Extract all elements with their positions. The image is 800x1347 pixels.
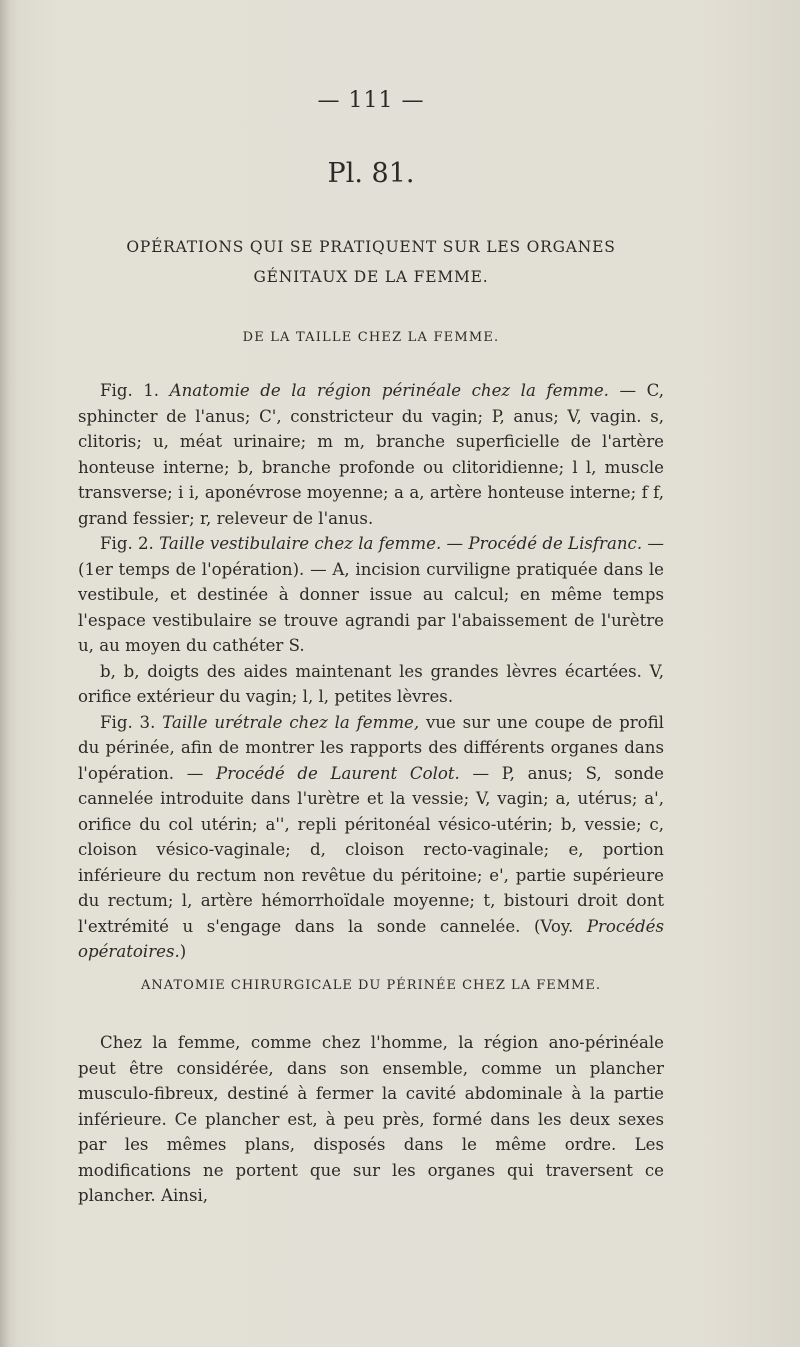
- section-title-line1: OPÉRATIONS QUI SE PRATIQUENT SUR LES ORGANES: [126, 238, 616, 256]
- fig2-text2: b, b, doigts des aides maintenant les grandes lèvres écartées. V, orifice extérieur du vagin; l, l, petites lèvres.: [78, 661, 664, 706]
- fig1-title: Anatomie de la région périnéale chez la femme.: [169, 381, 609, 400]
- fig2-procedure: — Procédé de Lisfranc.: [441, 534, 643, 553]
- fig3-reference: Procédés opératoires.: [78, 916, 664, 961]
- fig2-paragraph: [78, 531, 664, 659]
- fig2-text: — (1er temps de l'opération). — A, incision curviligne pratiquée dans le vestibule, et destinée à donner issue au calcul; en même temps l'espace vestibulaire se trouve agrandi par l'abaissement de l'urètre u, au moyen du cathéter S.: [78, 534, 665, 655]
- fig2-paragraph-2: [78, 659, 664, 710]
- fig1-paragraph: [78, 378, 664, 531]
- fig3-label: Fig. 3.: [100, 712, 156, 732]
- section-title: [78, 232, 664, 292]
- fig3-title: Taille urétrale chez la femme,: [162, 712, 420, 732]
- anatomy-paragraph: Chez la femme, comme chez l'homme, la région ano-périnéale peut être considérée, dans son ensemble, comme un plancher musculo-fibreux, destiné à fermer la cavité abdominale à la partie inférieure. Ce plancher est, à peu près, formé dans les deux sexes par les mêmes plans, disposés dans le même ordre. Les modifications ne portent que sur les organes qui traversent ce plancher. Ainsi,: [78, 1033, 664, 1205]
- anatomy-body: [78, 1030, 664, 1209]
- fig3-paragraph: [78, 710, 664, 965]
- page-edge: [0, 0, 10, 1347]
- fig1-text: — C, sphincter de l'anus; C', constricteur du vagin; P, anus; V, vagin. s, clitoris; u, méat urinaire; m m, branche superficielle de l'artère honteuse interne; b, branche profonde ou clitoridienne; l l, muscle transverse; i i, aponévrose moyenne; a a, artère honteuse interne; f f, grand fessier; r, releveur de l'anus.: [78, 381, 664, 528]
- fig2-title: Taille vestibulaire chez la femme.: [159, 534, 442, 553]
- fig1-label: Fig. 1.: [100, 381, 160, 400]
- fig3-end: ): [179, 942, 187, 961]
- page-number: — 111 —: [317, 88, 425, 113]
- fig3-text1: vue sur une coupe de profil du périnée, afin de montrer les rapports des différents organes dans l'opération. —: [78, 712, 664, 783]
- plate-number: Pl. 81.: [327, 158, 415, 189]
- subsection-title: DE LA TAILLE CHEZ LA FEMME.: [242, 330, 500, 345]
- anatomy-section-title: ANATOMIE CHIRURGICALE DU PÉRINÉE CHEZ LA FEMME.: [141, 978, 601, 993]
- fig3-procedure: Procédé de Laurent Colot.: [216, 763, 460, 783]
- figure-descriptions: [78, 378, 664, 965]
- section-title-line2: GÉNITAUX DE LA FEMME.: [253, 268, 489, 286]
- fig2-label: Fig. 2.: [100, 534, 154, 553]
- fig3-text2: — P, anus; S, sonde cannelée introduite dans l'urètre et la vessie; V, vagin; a, utérus; a', orifice du col utérin; a'', repli péritonéal vésico-utérin; b, vessie; c, cloison vésico-vaginale; d, cloison recto-vaginale; e, portion inférieure du rectum non revêtue du péritoine; e', partie supérieure du rectum; l, artère hémorrhoïdale moyenne; t, bistouri droit dont l'extrémité u s'engage dans la sonde cannelée. (Voy.: [78, 763, 665, 936]
